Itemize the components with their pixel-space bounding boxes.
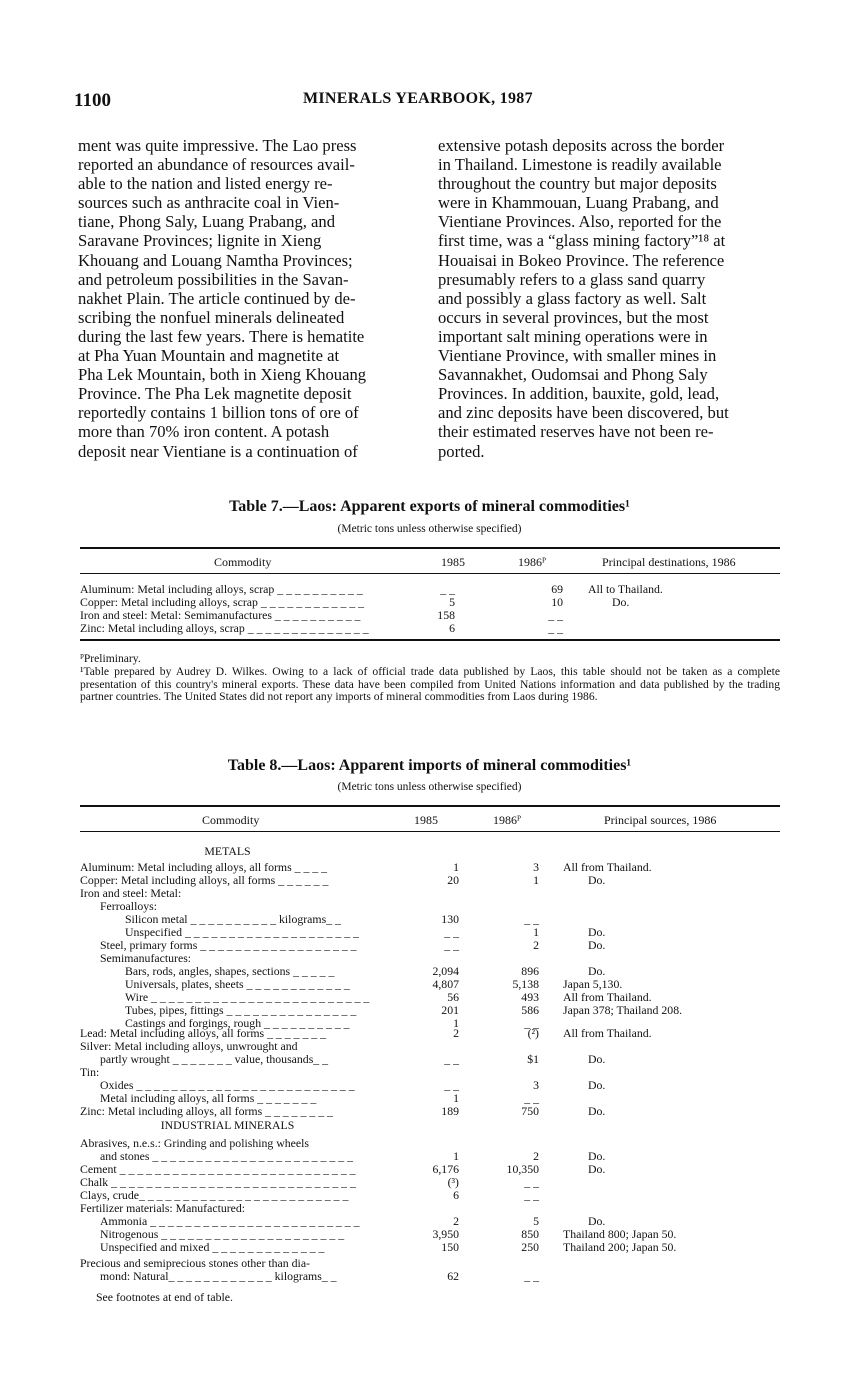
table-8-title: Table 8.—Laos: Apparent imports of mineral commodities¹ bbox=[227, 757, 632, 774]
source-cell: Do. bbox=[588, 1104, 606, 1118]
table-7-header-1985: 1985 bbox=[441, 555, 465, 569]
table-row bbox=[0, 1270, 859, 1283]
table-8-header-rule bbox=[80, 831, 780, 832]
section-heading bbox=[0, 845, 859, 858]
commodity-cell: Iron and steel: Metal: bbox=[80, 887, 182, 900]
value-1985-cell: 201 bbox=[441, 1003, 459, 1017]
source-cell: Thailand 200; Japan 50. bbox=[563, 1240, 677, 1254]
commodity-cell: Zinc: Metal including alloys, all forms _ _ _ _ _ _ _ _ bbox=[80, 1105, 333, 1118]
table-8-top-rule bbox=[80, 805, 780, 807]
commodity-cell: Bars, rods, angles, shapes, sections _ _ _ _ _ bbox=[125, 965, 335, 978]
table-row bbox=[0, 1004, 859, 1017]
commodity-cell: Precious and semiprecious stones other than dia- bbox=[80, 1257, 310, 1270]
source-cell: Do. bbox=[588, 1149, 606, 1163]
commodity-cell: Copper: Metal including alloys, all forms _ _ _ _ _ _ bbox=[80, 874, 329, 887]
source-cell: Do. bbox=[588, 1162, 606, 1176]
table-8-header-1985: 1985 bbox=[414, 813, 438, 827]
value-1985-cell: 2 bbox=[453, 1026, 459, 1040]
table-row bbox=[0, 622, 859, 635]
commodity-cell: Castings and forgings, rough _ _ _ _ _ _ _ _ _ _ bbox=[125, 1017, 350, 1030]
commodity-cell: Tin: bbox=[80, 1066, 100, 1079]
value-1985-cell: _ _ bbox=[440, 582, 455, 596]
value-1985-cell: 2,094 bbox=[432, 964, 459, 978]
value-1986-cell: _ _ bbox=[524, 1175, 539, 1189]
commodity-cell: Universals, plates, sheets _ _ _ _ _ _ _ _ _ _ _ _ bbox=[125, 978, 350, 991]
table-row bbox=[0, 874, 859, 887]
table-row bbox=[0, 1202, 859, 1215]
commodity-cell: Lead: Metal including alloys, all forms _ _ _ _ _ _ _ bbox=[80, 1027, 327, 1040]
commodity-cell: mond: Natural_ _ _ _ _ _ _ _ _ _ _ _ kilograms_ _ bbox=[100, 1270, 337, 1283]
value-1986-cell: 10,350 bbox=[506, 1162, 539, 1176]
table-row bbox=[0, 1228, 859, 1241]
value-1986-cell: 1 bbox=[533, 873, 539, 887]
table-row bbox=[0, 913, 859, 926]
destination-cell: Do. bbox=[612, 595, 630, 609]
value-1985-cell: 1 bbox=[453, 1091, 459, 1105]
table-row bbox=[0, 926, 859, 939]
commodity-cell: partly wrought _ _ _ _ _ _ _ value, thousands_ _ bbox=[100, 1053, 329, 1066]
table-8-header-1986: 1986ᴾ bbox=[493, 813, 521, 827]
value-1986-cell: 3 bbox=[533, 860, 539, 874]
table-row bbox=[0, 1079, 859, 1092]
body-text-left-column: ment was quite impressive. The Lao press reported an abundance of resources avail- able to the nation and listed energy re- sources such as anthracite coal in Vien- tiane, Phong Saly, Luang Prabang, and Saravane Provinces; lignite in Xieng Khouang and Louang Namtha Provinces; and petroleum possibilities in the Savan- nakhet Plain. The article continued by de- scribing the nonfuel minerals delineated during the last few years. There is hematite at Pha Yuan Mountain and magnetite at Pha Lek Mountain, both in Xieng Khouang Province. The Pha Lek magnetite deposit reportedly contains 1 billion tons of ore of more than 70% iron content. A potash deposit near Vientiane is a continuation of bbox=[78, 136, 367, 461]
value-1986-cell: 250 bbox=[521, 1240, 539, 1254]
commodity-cell: Silicon metal _ _ _ _ _ _ _ _ _ _ kilograms_ _ bbox=[125, 913, 341, 926]
source-cell: Do. bbox=[588, 925, 606, 939]
table-row bbox=[0, 1176, 859, 1189]
commodity-cell: Copper: Metal including alloys, scrap _ _ _ _ _ _ _ _ _ _ _ _ bbox=[80, 596, 365, 609]
table-row bbox=[0, 1092, 859, 1105]
table-8-header-commodity: Commodity bbox=[202, 813, 260, 827]
section-label: METALS bbox=[204, 844, 251, 858]
commodity-cell: Aluminum: Metal including alloys, scrap _ _ _ _ _ _ _ _ _ _ bbox=[80, 583, 363, 596]
table-row bbox=[0, 1163, 859, 1176]
commodity-cell: Wire _ _ _ _ _ _ _ _ _ _ _ _ _ _ _ _ _ _ _ _ _ _ _ _ _ bbox=[125, 991, 370, 1004]
table-row bbox=[0, 609, 859, 622]
value-1986-cell: 586 bbox=[521, 1003, 539, 1017]
table-row bbox=[0, 1137, 859, 1150]
value-1986-cell: 5 bbox=[533, 1214, 539, 1228]
value-1986-cell: 1 bbox=[533, 925, 539, 939]
commodity-cell: Zinc: Metal including alloys, scrap _ _ _ _ _ _ _ _ _ _ _ _ _ _ bbox=[80, 622, 369, 635]
commodity-cell: Fertilizer materials: Manufactured: bbox=[80, 1202, 246, 1215]
table-row bbox=[0, 965, 859, 978]
commodity-cell: and stones _ _ _ _ _ _ _ _ _ _ _ _ _ _ _ _ _ _ _ _ _ _ _ bbox=[100, 1150, 353, 1163]
value-1986-cell: (²) bbox=[527, 1026, 539, 1040]
value-1985-cell: _ _ bbox=[444, 1078, 459, 1092]
commodity-cell: Abrasives, n.e.s.: Grinding and polishing wheels bbox=[80, 1137, 310, 1150]
value-1986-cell: _ _ bbox=[524, 912, 539, 926]
value-1985-cell: 189 bbox=[441, 1104, 459, 1118]
value-1986-cell: _ _ bbox=[524, 1269, 539, 1283]
commodity-cell: Aluminum: Metal including alloys, all forms _ _ _ _ bbox=[80, 861, 328, 874]
commodity-cell: Ferroalloys: bbox=[100, 900, 158, 913]
table-row bbox=[0, 861, 859, 874]
table-row bbox=[0, 1257, 859, 1270]
commodity-cell: Semimanufactures: bbox=[100, 952, 192, 965]
table-row bbox=[0, 1040, 859, 1053]
table-row bbox=[0, 1027, 859, 1040]
value-1986-cell: _ _ bbox=[524, 1016, 539, 1030]
source-cell: Do. bbox=[588, 964, 606, 978]
commodity-cell: Ammonia _ _ _ _ _ _ _ _ _ _ _ _ _ _ _ _ _ _ _ _ _ _ _ _ bbox=[100, 1215, 360, 1228]
commodity-cell: Iron and steel: Metal: Semimanufactures _ _ _ _ _ _ _ _ _ _ bbox=[80, 609, 361, 622]
table-row bbox=[0, 1053, 859, 1066]
body-text-right-column: extensive potash deposits across the border in Thailand. Limestone is readily available throughout the country but major deposits were in Khammouan, Luang Prabang, and Vientiane Provinces. Also, reported for the first time, was a “glass mining factory”¹⁸ at Houaisai in Bokeo Province. The reference presumably refers to a glass sand quarry and possibly a glass factory as well. Salt occurs in several provinces, but the most important salt mining operations were in Vientiane Province, with smaller mines in Savannakhet, Oudomsai and Phong Saly Provinces. In addition, bauxite, gold, lead, and zinc deposits have been discovered, but their estimated reserves have not been re- ported. bbox=[438, 136, 729, 461]
commodity-cell: Cement _ _ _ _ _ _ _ _ _ _ _ _ _ _ _ _ _ _ _ _ _ _ _ _ _ _ _ bbox=[80, 1163, 356, 1176]
table-8-header-sources: Principal sources, 1986 bbox=[604, 813, 717, 827]
table-7-bottom-rule bbox=[80, 639, 780, 641]
source-cell: Do. bbox=[588, 873, 606, 887]
page-number: 1100 bbox=[74, 90, 111, 111]
value-1986-cell: 5,138 bbox=[512, 977, 539, 991]
source-cell: All from Thailand. bbox=[563, 1026, 652, 1040]
value-1985-cell: 62 bbox=[447, 1269, 459, 1283]
table-row bbox=[0, 900, 859, 913]
commodity-cell: Tubes, pipes, fittings _ _ _ _ _ _ _ _ _ _ _ _ _ _ _ bbox=[125, 1004, 357, 1017]
value-1985-cell: 158 bbox=[437, 608, 455, 622]
value-1986-cell: 2 bbox=[533, 1149, 539, 1163]
table-7-header-destinations: Principal destinations, 1986 bbox=[602, 555, 736, 569]
value-1985-cell: 2 bbox=[453, 1214, 459, 1228]
value-1985-cell: 1 bbox=[453, 1016, 459, 1030]
value-1985-cell: 3,950 bbox=[432, 1227, 459, 1241]
source-cell: Do. bbox=[588, 1214, 606, 1228]
value-1986-cell: 2 bbox=[533, 938, 539, 952]
commodity-cell: Unspecified and mixed _ _ _ _ _ _ _ _ _ _ _ _ _ bbox=[100, 1241, 325, 1254]
value-1986-cell: 10 bbox=[551, 595, 563, 609]
source-cell: Do. bbox=[588, 1078, 606, 1092]
table-row bbox=[0, 1215, 859, 1228]
commodity-cell: Silver: Metal including alloys, unwrought and bbox=[80, 1040, 298, 1053]
table-row bbox=[0, 991, 859, 1004]
commodity-cell: Clays, crude_ _ _ _ _ _ _ _ _ _ _ _ _ _ _ _ _ _ _ _ _ _ _ _ bbox=[80, 1189, 349, 1202]
source-cell: Do. bbox=[588, 938, 606, 952]
running-title: MINERALS YEARBOOK, 1987 bbox=[303, 90, 533, 107]
table-7-top-rule bbox=[80, 547, 780, 549]
value-1986-cell: $1 bbox=[527, 1052, 539, 1066]
table-7-header-1986: 1986ᴾ bbox=[518, 555, 546, 569]
commodity-cell: Chalk _ _ _ _ _ _ _ _ _ _ _ _ _ _ _ _ _ _ _ _ _ _ _ _ _ _ _ _ bbox=[80, 1176, 356, 1189]
table-row bbox=[0, 583, 859, 596]
value-1986-cell: 750 bbox=[521, 1104, 539, 1118]
value-1985-cell: 6 bbox=[453, 1188, 459, 1202]
source-cell: All from Thailand. bbox=[563, 860, 652, 874]
commodity-cell: Steel, primary forms _ _ _ _ _ _ _ _ _ _ _ _ _ _ _ _ _ _ bbox=[100, 939, 357, 952]
value-1985-cell: (³) bbox=[447, 1175, 459, 1189]
table-8-continuation-note: See footnotes at end of table. bbox=[96, 1290, 233, 1304]
source-cell: Japan 378; Thailand 208. bbox=[563, 1003, 683, 1017]
value-1986-cell: 896 bbox=[521, 964, 539, 978]
table-7-header-rule bbox=[80, 573, 780, 574]
table-7-subtitle: (Metric tons unless otherwise specified) bbox=[337, 523, 522, 535]
value-1985-cell: 1 bbox=[453, 1149, 459, 1163]
table-row bbox=[0, 1241, 859, 1254]
value-1986-cell: _ _ bbox=[548, 621, 563, 635]
source-cell: Japan 5,130. bbox=[563, 977, 623, 991]
value-1985-cell: 6 bbox=[449, 621, 455, 635]
commodity-cell: Nitrogenous _ _ _ _ _ _ _ _ _ _ _ _ _ _ _ _ _ _ _ _ _ bbox=[100, 1228, 345, 1241]
value-1985-cell: 4,807 bbox=[432, 977, 459, 991]
table-8-subtitle: (Metric tons unless otherwise specified) bbox=[337, 781, 522, 793]
table-row bbox=[0, 887, 859, 900]
value-1985-cell: 130 bbox=[441, 912, 459, 926]
value-1985-cell: _ _ bbox=[444, 925, 459, 939]
table-row bbox=[0, 978, 859, 991]
source-cell: Thailand 800; Japan 50. bbox=[563, 1227, 677, 1241]
value-1985-cell: 20 bbox=[447, 873, 459, 887]
value-1985-cell: 150 bbox=[441, 1240, 459, 1254]
value-1986-cell: 3 bbox=[533, 1078, 539, 1092]
value-1986-cell: _ _ bbox=[548, 608, 563, 622]
value-1985-cell: 56 bbox=[447, 990, 459, 1004]
destination-cell: All to Thailand. bbox=[588, 582, 663, 596]
table-7-title: Table 7.—Laos: Apparent exports of mineral commodities¹ bbox=[229, 498, 630, 515]
table-7-footnote-1: ¹Table prepared by Audrey D. Wilkes. Owing to a lack of official trade data published by Laos, this table should not be taken as a complete presentation of this country's mineral exports. These data have been compiled from United Nations information and data published by the trading partner countries. The United States did not report any imports of mineral commodities from Laos during 1986. bbox=[80, 665, 780, 704]
value-1985-cell: _ _ bbox=[444, 938, 459, 952]
value-1986-cell: _ _ bbox=[524, 1188, 539, 1202]
value-1985-cell: 6,176 bbox=[432, 1162, 459, 1176]
table-row bbox=[0, 1105, 859, 1118]
source-cell: Do. bbox=[588, 1052, 606, 1066]
value-1986-cell: 69 bbox=[551, 582, 563, 596]
value-1986-cell: _ _ bbox=[524, 1091, 539, 1105]
commodity-cell: Unspecified _ _ _ _ _ _ _ _ _ _ _ _ _ _ _ _ _ _ _ _ bbox=[125, 926, 359, 939]
table-7-header-commodity: Commodity bbox=[214, 555, 272, 569]
table-row bbox=[0, 1189, 859, 1202]
table-row bbox=[0, 1066, 859, 1079]
table-7-footnote-preliminary: ᴾPreliminary. bbox=[80, 652, 141, 665]
value-1986-cell: 493 bbox=[521, 990, 539, 1004]
commodity-cell: Oxides _ _ _ _ _ _ _ _ _ _ _ _ _ _ _ _ _ _ _ _ _ _ _ _ _ bbox=[100, 1079, 355, 1092]
source-cell: All from Thailand. bbox=[563, 990, 652, 1004]
value-1986-cell: 850 bbox=[521, 1227, 539, 1241]
table-row bbox=[0, 952, 859, 965]
section-heading bbox=[0, 1119, 859, 1132]
table-row bbox=[0, 596, 859, 609]
section-label: INDUSTRIAL MINERALS bbox=[160, 1118, 295, 1132]
table-row bbox=[0, 1150, 859, 1163]
value-1985-cell: _ _ bbox=[444, 1052, 459, 1066]
value-1985-cell: 1 bbox=[453, 860, 459, 874]
commodity-cell: Metal including alloys, all forms _ _ _ _ _ _ _ bbox=[100, 1092, 317, 1105]
table-row bbox=[0, 939, 859, 952]
value-1985-cell: 5 bbox=[449, 595, 455, 609]
